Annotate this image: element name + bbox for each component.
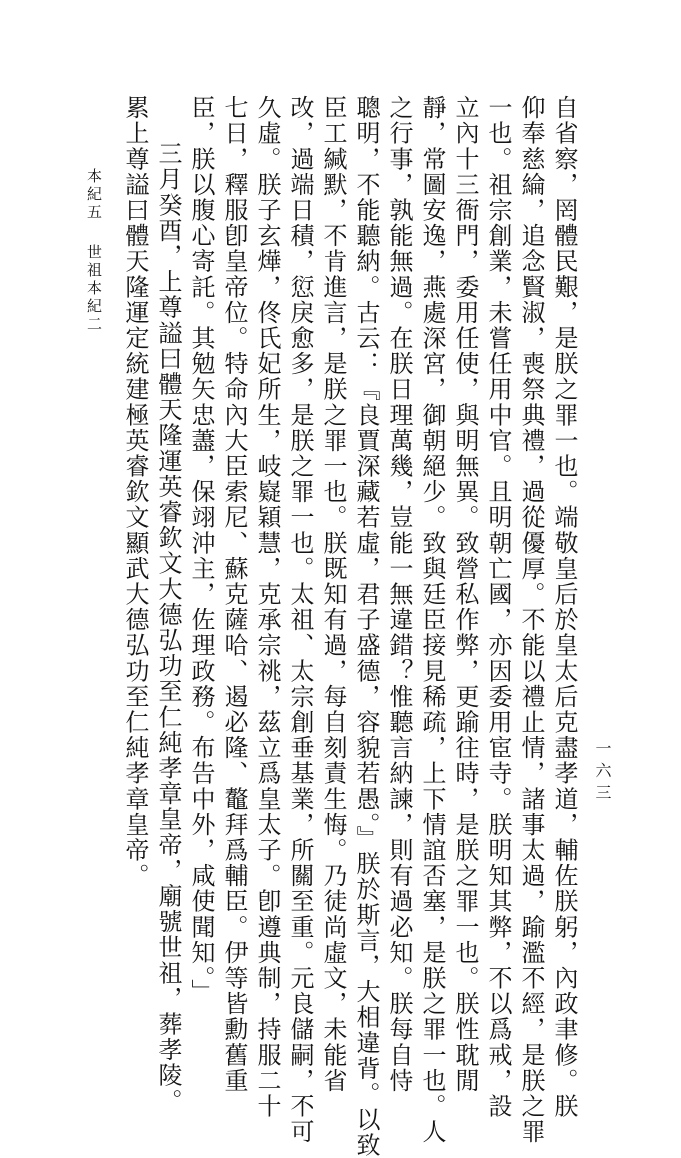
running-header xyxy=(84,168,104,334)
running-header-section: 世祖本紀二 xyxy=(85,244,103,334)
text-column-2: 仰奉慈綸，追念賢淑，喪祭典禮，過從優厚。不能以禮止情，諸事太過，踰濫不經，是朕之罪 xyxy=(517,95,545,1145)
text-column-8: 臣工緘默，不肯進言，是朕之罪一也。朕既知有過，每自刻責生悔。乃徒尚虛文，未能省 xyxy=(319,95,347,1094)
text-column-12: 臣，朕以腹心寄託。其勉矢忠藎，保翊沖主，佐理政務。布告中外，咸使聞知。」 xyxy=(187,95,215,1005)
text-column-11: 七日，釋服卽皇帝位。特命內大臣索尼、蘇克薩哈、遏必隆、鼇拜爲輔臣。伊等皆勳舊重 xyxy=(220,95,248,1094)
page-number: 一六三 xyxy=(593,740,612,806)
text-column-13: 三月癸酉，上尊謚曰體天隆運英睿欽文大德弘功至仁純孝章皇帝，廟號世祖，葬孝陵。 xyxy=(154,141,182,1114)
text-column-5: 靜，常圖安逸，燕處深宮，御朝絕少。致與廷臣接見稀疏，上下情誼否塞，是朕之罪一也。人 xyxy=(418,95,446,1145)
text-column-7: 聰明，不能聽納。古云：『良賈深藏若虛，君子盛德，容貌若愚。』朕於斯言，大相違背。以致 xyxy=(352,95,380,1158)
text-column-1: 自省察，罔體民艱，是朕之罪一也。端敬皇后於皇太后克盡孝道，輔佐朕躬，內政聿修。朕 xyxy=(550,95,578,1119)
text-column-9: 改，過端日積，愆戾愈多，是朕之罪一也。太祖、太宗創垂基業，所關至重。元良儲嗣，不可 xyxy=(286,95,314,1145)
text-column-10: 久虛。朕子玄燁，佟氏妃所生，岐嶷穎慧，克承宗祧，茲立爲皇太子。卽遵典制，持服二十 xyxy=(253,95,281,1119)
text-column-4: 立內十三衙門，委用任使，與明無異。致營私作弊，更踰往時，是朕之罪一也。朕性耽閒 xyxy=(451,95,479,1094)
text-column-3: 一也。祖宗創業，未嘗任用中官。且明朝亡國，亦因委用宦寺。朕明知其弊，不以爲戒，設 xyxy=(484,95,512,1119)
running-header-chapter: 本紀五 xyxy=(85,168,103,222)
text-column-14: 累上尊謚曰體天隆運定統建極英睿欽文顯武大德弘功至仁純孝章皇帝。 xyxy=(121,95,149,889)
text-column-6: 之行事，孰能無過。在朕日理萬幾，豈能一無違錯？惟聽言納諫，則有過必知。朕每自恃 xyxy=(385,95,413,1094)
